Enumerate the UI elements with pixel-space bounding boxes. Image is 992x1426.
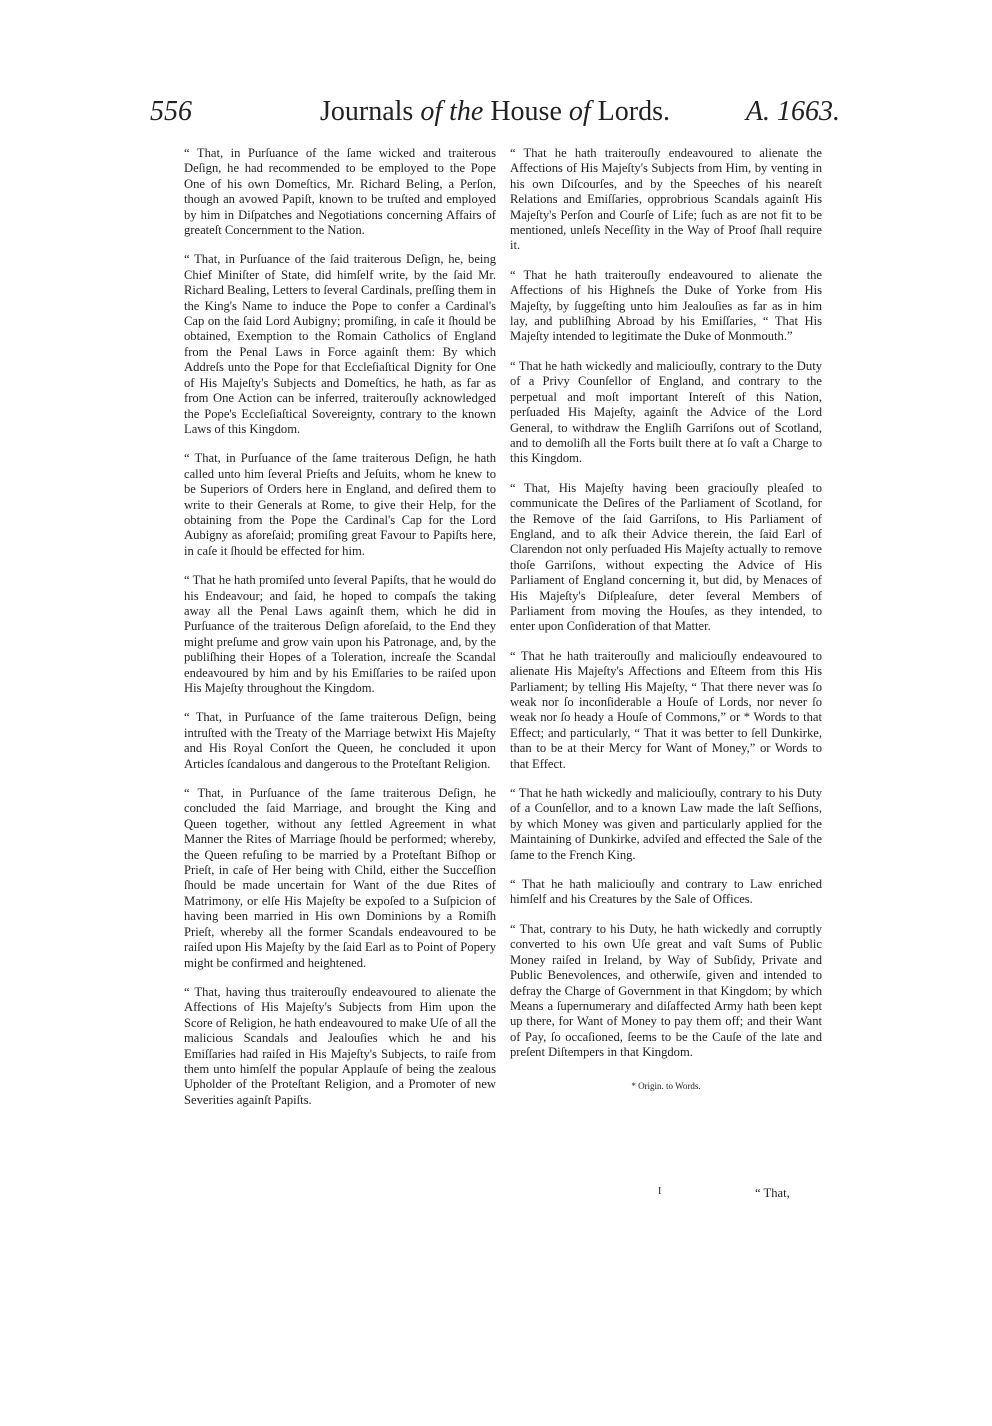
year: A. 1663.	[745, 96, 840, 127]
paragraph: “ That, in Purſuance of the ſame traiterous Deſign, being intruſted with the Treaty of the Marriage betwixt His Majeſty and His Royal Conſort the Queen, he concluded it upon Articles ſcandalous and dangerous to the Proteſtant Religion.	[184, 710, 496, 771]
paragraph: “ That he hath wickedly and maliciouſly, contrary to his Duty of a Counſellor, and to a known Law made the laſt Seſſions, by which Money was given and particularly applied for the Maintaining of Dunkirke, adviſed and effected the Sale of the ſame to the French King.	[510, 786, 822, 862]
paragraph: “ That he hath maliciouſly and contrary to Law enriched himſelf and his Creatures by the Sale of Offices.	[510, 877, 822, 907]
paragraph: “ That, contrary to his Duty, he hath wickedly and corruptly converted to his own Uſe great and vaſt Sums of Public Money raiſed in Ireland, by Way of Subſidy, Private and Public Benevolences, and otherwiſe, given and intended to defray the Charge of Government in that Kingdom; by which Means a ſupernumerary and diſaffected Army hath been kept up there, for Want of Money to pay them off; and their Want of Pay, ſo occaſioned, ſeems to be the Cauſe of the late and preſent Diſtempers in that Kingdom.	[510, 921, 822, 1060]
title-the: the	[449, 96, 484, 127]
paragraph: “ That, in Purſuance of the ſame wicked and traiterous Deſign, he had recommended to be employed to the Pope One of his own Domeſtics, Mr. Richard Beling, a Perſon, though an avowed Papiſt, known to be truſted and employed by him in Diſpatches and Negotiations concerning Affairs of greateſt Concernment to the Nation.	[184, 146, 496, 238]
journal-title	[150, 96, 840, 128]
catchword: “ That,	[755, 1186, 790, 1200]
title-of: of	[420, 96, 443, 127]
paragraph: “ That he hath traiterouſly endeavoured to alienate the Affections of his Highneſs the Duke of Yorke from His Majeſty, by ſuggeſting unto him Jealouſies as far as in him lay, and publiſhing Abroad by his Emiſſaries, “ That His Majeſty intended to legitimate the Duke of Monmouth.”	[510, 267, 822, 344]
paragraph: “ That, His Majeſty having been graciouſly pleaſed to communicate the Deſires of the Parliament of Scotland, for the Remove of the ſaid Garriſons, to His Parliament of England, and to aſk their Advice therein, the ſaid Earl of Clarendon not only perſuaded His Majeſty actually to remove thoſe Garriſons, without expecting the Advice of His Parliament of England concerning it, but did, by Menaces of His Majeſty's Diſpleaſure, deter ſeveral Members of Parliament from moving the Houſes, as they intended, to enter upon Conſideration of that Matter.	[510, 480, 822, 634]
page-number: 556	[150, 96, 192, 127]
paragraph: “ That, in Purſuance of the ſame traiterous Deſign, he concluded the ſaid Marriage, and brought the King and Queen together, without any ſettled Agreement in what Manner the Rites of Marriage ſhould be performed; whereby, the Queen refuſing to be married by a Proteſtant Biſhop or Prieſt, in caſe of Her being with Child, either the Succeſſion ſhould be made uncertain for Want of the due Rites of Matrimony, or elſe His Majeſty be expoſed to a Suſpicion of having been married in His own Dominions by a Romiſh Prieſt, whereby all the former Scandals endeavoured to be raiſed upon His Majeſty by the ſaid Earl as to Point of Popery might be confirmed and heightened.	[184, 786, 496, 970]
signature-mark: I	[658, 1186, 662, 1197]
paragraph: “ That, having thus traiterouſly endeavoured to alienate the Affections of His Majeſty's Subjects from Him upon the Score of Religion, he hath endeavoured to make Uſe of all the malicious Scandals and Jealouſies which he and his Emiſſaries had raiſed in His Majeſty's Subjects, to raiſe from them unto himſelf the popular Applauſe of being the zealous Upholder of the Proteſtant Religion, and a Promoter of new Severities againſt Papiſts.	[184, 984, 496, 1107]
left-column	[184, 146, 496, 1122]
footnote: * Origin. to Words.	[631, 1080, 701, 1091]
running-header	[150, 96, 840, 140]
title-lords: Lords.	[597, 96, 670, 127]
paragraph: “ That he hath traiterouſly and maliciouſly endeavoured to alienate His Majeſty's Affections and Eſteem from this His Parliament; by telling His Majeſty, “ That there never was ſo weak nor ſo inconſiderable a Houſe of Lords, nor never ſo weak nor ſo heady a Houſe of Commons,” or * Words to that Effect; and particularly, “ That it was better to ſell Dunkirke, than to be at their Mercy for Want of Money,” or Words to that Effect.	[510, 648, 822, 771]
paragraph: “ That, in Purſuance of the ſame traiterous Deſign, he hath called unto him ſeveral Prieſts and Jeſuits, whom he knew to be Superiors of Orders here in England, and deſired them to write to their Generals at Rome, to give their Help, for the obtaining from the Pope the Cardinal's Cap for the Lord Aubigny as aforeſaid; promiſing great Favour to Papiſts here, in caſe it ſhould be effected for him.	[184, 451, 496, 558]
right-column	[510, 146, 822, 1102]
paragraph: “ That he hath traiterouſly endeavoured to alienate the Affections of His Majeſty's Subjects from Him, by venting in his own Diſcourſes, and by the Speeches of his neareſt Relations and Emiſſaries, opprobrious Scandals againſt His Majeſty's Perſon and Courſe of Life; ſuch as are not fit to be mentioned, unleſs Neceſſity in the Way of Proof ſhall require it.	[510, 146, 822, 253]
paragraph: “ That, in Purſuance of the ſaid traiterous Deſign, he, being Chief Miniſter of State, did himſelf write, by the ſaid Mr. Richard Bealing, Letters to ſeveral Cardinals, preſſing them in the King's Name to induce the Pope to confer a Cardinal's Cap on the ſaid Lord Aubigny; promiſing, in caſe it ſhould be obtained, Exemption to the Romain Catholics of England from the Penal Laws in Force againſt them: By which Addreſs unto the Pope for that Eccleſiaſtical Dignity for One of His Majeſty's Subjects and Domeſtics, he hath, as far as from One Action can be inferred, traiterouſly acknowledged the Pope's Eccleſiaſtical Sovereignty, contrary to the known Laws of this Kingdom.	[184, 252, 496, 436]
title-journals: Journals	[320, 96, 414, 127]
paragraph: “ That he hath wickedly and maliciouſly, contrary to the Duty of a Privy Counſellor of England, and contrary to the perpetual and moſt important Intereſt of this Nation, perſuaded His Majeſty, againſt the Advice of the Lord General, to withdraw the Engliſh Garriſons out of Scotland, and to demoliſh all the Forts built there at ſo vaſt a Charge to this Kingdom.	[510, 358, 822, 466]
title-of-2: of	[568, 96, 591, 127]
paragraph: “ That he hath promiſed unto ſeveral Papiſts, that he would do his Endeavour; and ſaid, he hoped to compaſs the taking away all the Penal Laws againſt them, which he did in Purſuance of the traiterous Deſign aforeſaid, to the End they might preſume and grow vain upon his Patronage, and, by the publiſhing their Hopes of a Toleration, increaſe the Scandal endeavoured by him and by his Emiſſaries to be raiſed upon His Majeſty throughout the Kingdom.	[184, 573, 496, 695]
title-house: House	[490, 96, 562, 127]
